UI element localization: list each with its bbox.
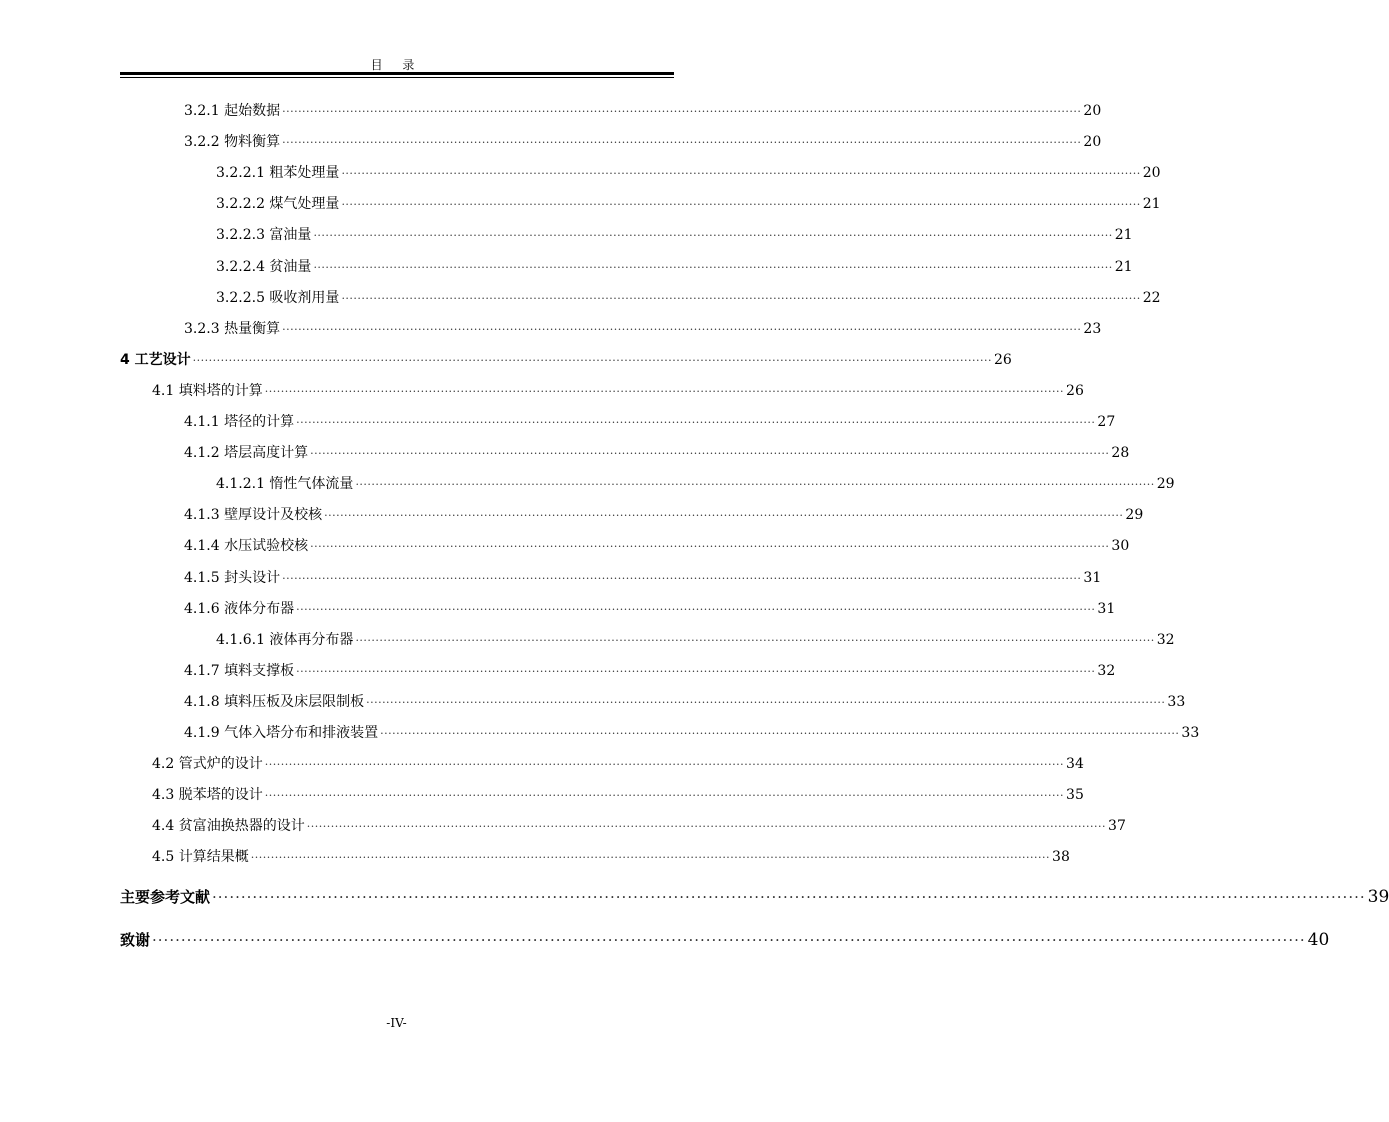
toc-dot-leader: ········································································································································································································ xyxy=(296,416,1096,429)
toc-dot-leader: ········································································································································································································ xyxy=(282,105,1082,118)
toc-dot-leader: ········································································································································································································ xyxy=(341,198,1141,212)
toc-entry[interactable] xyxy=(184,506,1144,525)
toc-entry-page: 27 xyxy=(1097,414,1116,430)
toc-entry-page: 39 xyxy=(1367,887,1389,907)
toc-entry-label: 4.2 管式炉的设计 xyxy=(152,756,263,773)
toc-entry-page: 28 xyxy=(1111,445,1130,462)
toc-entry-page: 32 xyxy=(1097,662,1116,679)
header-title: 目 录 xyxy=(370,58,423,72)
toc-entry[interactable] xyxy=(184,413,1116,432)
toc-entry[interactable] xyxy=(120,351,1012,370)
toc-entry-label: 4.1.8 填料压板及床层限制板 xyxy=(184,693,365,710)
toc-dot-leader: ········································································································································································································ xyxy=(306,820,1107,834)
toc-entry-page: 22 xyxy=(1142,289,1161,306)
toc-entry[interactable] xyxy=(184,102,1102,121)
toc-dot-leader: ········································································································································································································ xyxy=(313,229,1113,243)
toc-entry[interactable] xyxy=(216,258,1133,277)
toc-entry[interactable] xyxy=(184,600,1116,619)
toc-entry[interactable] xyxy=(216,289,1161,308)
toc-dot-leader: ········································································································································································································ xyxy=(341,167,1141,181)
toc-entry-page: 21 xyxy=(1114,227,1133,244)
toc-entry[interactable] xyxy=(216,164,1161,183)
toc-entry-label: 3.2.2.1 粗苯处理量 xyxy=(216,165,340,182)
toc-entry[interactable] xyxy=(152,817,1126,836)
toc-entry[interactable] xyxy=(184,133,1102,152)
toc-entry-label: 4.1.3 壁厚设计及校核 xyxy=(184,507,323,524)
toc-entry-page: 33 xyxy=(1167,693,1186,710)
toc-entry-label: 致谢 xyxy=(120,931,151,949)
toc-entry[interactable] xyxy=(152,786,1084,805)
toc-dot-leader: ········································································································································································································ xyxy=(264,384,1065,398)
toc-entry-label: 4.1 填料塔的计算 xyxy=(152,382,263,399)
toc-entry[interactable] xyxy=(120,886,1389,908)
toc-dot-leader: ········································································································································································································ xyxy=(250,851,1051,865)
toc-entry-page: 30 xyxy=(1111,538,1130,555)
toc-dot-leader: ········································································································································································································ xyxy=(296,602,1096,616)
toc-dot-leader: ········································································································································································································ xyxy=(366,695,1166,709)
toc-entry[interactable] xyxy=(184,320,1102,339)
toc-entry[interactable] xyxy=(184,444,1130,463)
toc-dot-leader: ········································································································································································································ xyxy=(212,888,1366,906)
toc-entry-page: 37 xyxy=(1108,818,1126,835)
toc-entry-page: 29 xyxy=(1156,476,1175,493)
toc-entry-page: 32 xyxy=(1156,631,1175,648)
toc-entry-page: 31 xyxy=(1083,569,1102,586)
toc-entry-label: 4.1.5 封头设计 xyxy=(184,569,281,586)
toc-entry[interactable] xyxy=(216,195,1161,214)
toc-entry-label: 4.1.1 塔径的计算 xyxy=(184,414,295,430)
toc-dot-leader: ········································································································································································································ xyxy=(341,291,1141,305)
toc-dot-leader: ········································································································································································································ xyxy=(310,447,1110,461)
toc-dot-leader: ········································································································································································································ xyxy=(310,540,1110,554)
toc-entry-page: 33 xyxy=(1181,725,1200,741)
toc-entry-label: 3.2.2.4 贫油量 xyxy=(216,258,312,275)
toc-entry-label: 3.2.3 热量衡算 xyxy=(184,320,281,337)
toc-entry[interactable] xyxy=(120,929,1330,951)
toc-entry-label: 4.1.9 气体入塔分布和排液装置 xyxy=(184,725,379,741)
toc-entry[interactable] xyxy=(152,848,1070,867)
toc-entry-label: 4 工艺设计 xyxy=(120,351,191,368)
header-rule-thin xyxy=(120,77,674,78)
toc-entry-page: 26 xyxy=(993,351,1012,368)
toc-dot-leader: ········································································································································································································ xyxy=(264,758,1065,772)
toc-entry-page: 26 xyxy=(1066,382,1084,399)
toc-entry-label: 4.1.2.1 惰性气体流量 xyxy=(216,476,354,493)
toc-dot-leader: ········································································································································································································ xyxy=(296,664,1096,678)
toc-entry-page: 21 xyxy=(1114,258,1133,275)
toc-entry-page: 23 xyxy=(1083,320,1102,337)
header-rule-thick xyxy=(120,72,674,75)
toc-entry-label: 4.1.6 液体分布器 xyxy=(184,600,295,617)
toc-entry[interactable] xyxy=(216,226,1133,245)
toc-entry[interactable] xyxy=(184,662,1116,681)
toc-entry-label: 3.2.2.2 煤气处理量 xyxy=(216,196,340,213)
toc-entry-page: 20 xyxy=(1083,103,1102,119)
toc-entry-label: 主要参考文献 xyxy=(120,888,211,906)
toc-dot-leader: ········································································································································································································ xyxy=(192,353,992,367)
toc-entry[interactable] xyxy=(216,475,1175,494)
toc-entry-page: 29 xyxy=(1125,507,1144,524)
toc-entry-label: 4.3 脱苯塔的设计 xyxy=(152,787,263,804)
toc-dot-leader: ········································································································································································································ xyxy=(355,633,1155,647)
toc-dot-leader: ········································································································································································································ xyxy=(380,727,1180,740)
toc-dot-leader: ········································································································································································································ xyxy=(355,478,1155,492)
toc-entry[interactable] xyxy=(184,724,1200,743)
toc-entry-label: 4.1.7 填料支撑板 xyxy=(184,662,295,679)
toc-entry[interactable] xyxy=(184,569,1102,588)
toc-entry-page: 20 xyxy=(1142,165,1161,182)
toc-entry-page: 38 xyxy=(1052,849,1070,866)
toc-entry-label: 4.1.2 塔层高度计算 xyxy=(184,445,309,462)
toc-dot-leader: ········································································································································································································ xyxy=(324,509,1124,523)
toc-dot-leader: ········································································································································································································ xyxy=(282,571,1082,585)
toc-entry-label: 4.1.6.1 液体再分布器 xyxy=(216,631,354,648)
toc-entry-page: 20 xyxy=(1083,134,1102,151)
toc-entry-page: 35 xyxy=(1066,787,1084,804)
toc-entry-page: 31 xyxy=(1097,600,1116,617)
toc-entry-page: 34 xyxy=(1066,756,1084,773)
toc-dot-leader: ········································································································································································································ xyxy=(282,136,1082,150)
toc-dot-leader: ········································································································································································································ xyxy=(313,260,1113,274)
toc-entry-label: 4.5 计算结果概 xyxy=(152,849,249,866)
toc-dot-leader: ········································································································································································································ xyxy=(152,931,1306,949)
toc-entry-page: 21 xyxy=(1142,196,1161,213)
toc-entry[interactable] xyxy=(216,631,1175,650)
toc-entry-label: 3.2.1 起始数据 xyxy=(184,103,281,119)
toc-entry-label: 3.2.2.3 富油量 xyxy=(216,227,312,244)
toc-entry-label: 3.2.2 物料衡算 xyxy=(184,134,281,151)
toc-dot-leader: ········································································································································································································ xyxy=(282,322,1082,336)
toc-dot-leader: ········································································································································································································ xyxy=(264,789,1065,803)
toc-entry[interactable] xyxy=(152,755,1084,774)
page-number: -IV- xyxy=(386,1016,407,1030)
toc-entry-label: 4.1.4 水压试验校核 xyxy=(184,538,309,555)
toc-entry[interactable] xyxy=(184,537,1130,556)
toc-entry[interactable] xyxy=(152,382,1084,401)
toc-entry-page: 40 xyxy=(1307,930,1330,950)
toc-entry-label: 4.4 贫富油换热器的设计 xyxy=(152,818,305,835)
toc-entry[interactable] xyxy=(184,693,1186,712)
toc-entry-label: 3.2.2.5 吸收剂用量 xyxy=(216,289,340,306)
